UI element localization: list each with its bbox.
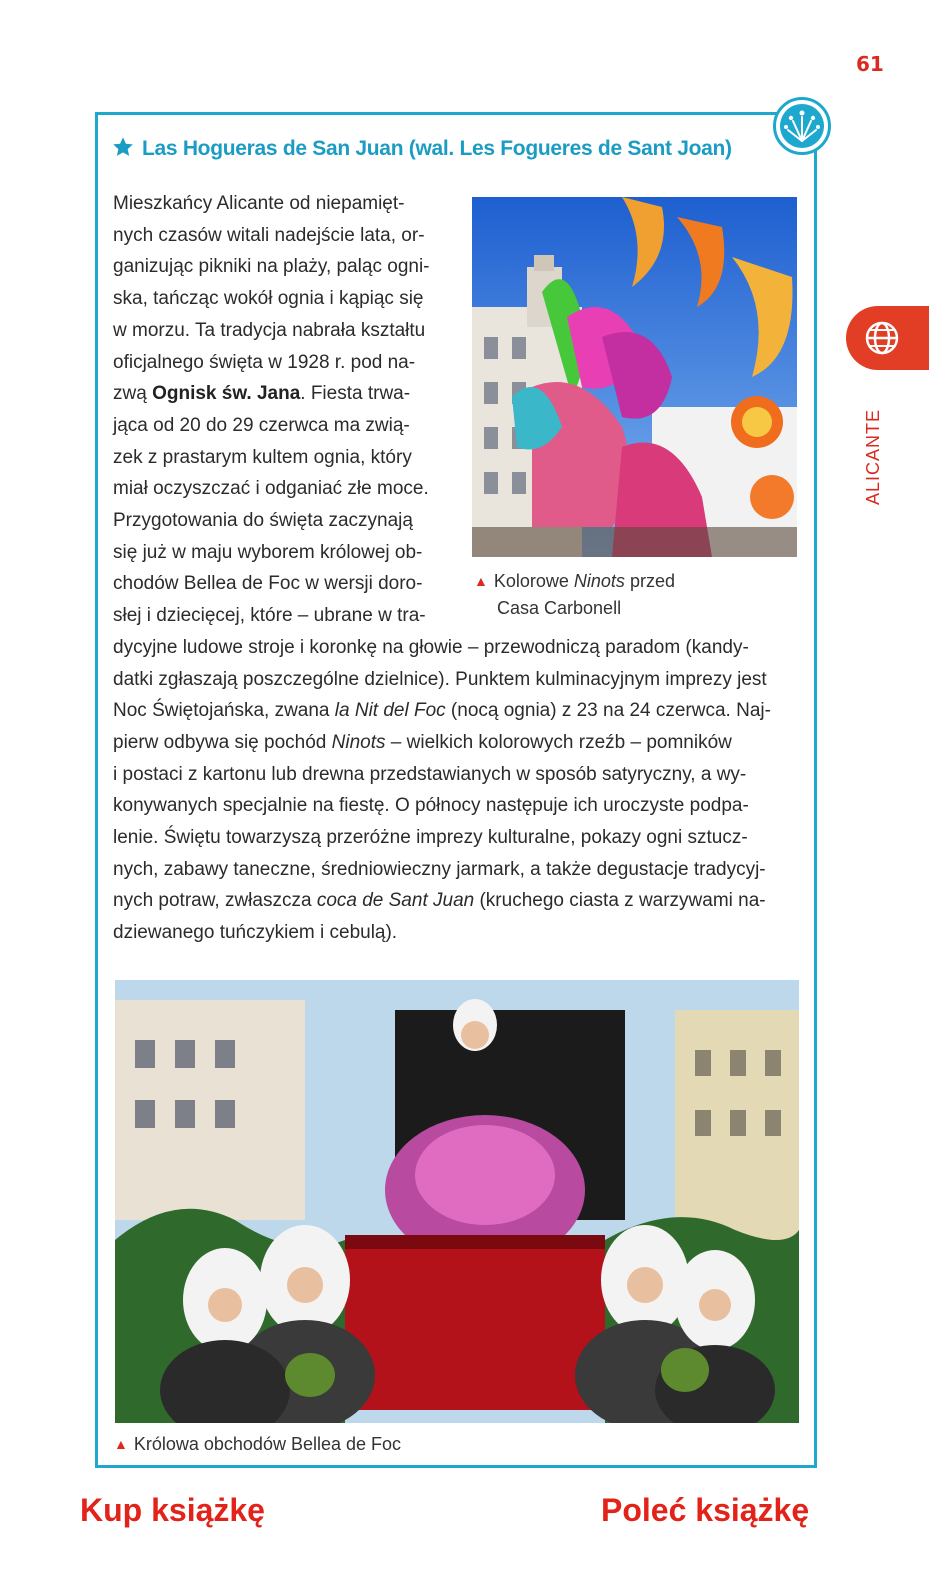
text-run: Noc Świętojańska, zwana [113,700,335,722]
body-line [113,885,803,917]
body-line [113,695,803,727]
body-line: dycyjne ludowe stroje i koronkę na głowie – przewodniczą paradom (kandy- [113,636,749,658]
body-line: zek z prastarym kultem ognia, który [113,446,412,468]
globe-icon [864,320,900,356]
recommend-book-link[interactable]: Poleć książkę [601,1492,810,1528]
page-number: 61 [856,52,884,76]
body-line: i postaci z kartonu lub drewna przedstawianych w sposób satyryczny, a wy- [113,763,747,785]
caption-text: Królowa obchodów Bellea de Foc [133,1434,402,1454]
text-run: pierw odbywa się pochód [113,731,332,753]
text-run: (nocą ognia) z 23 na 24 czerwca. Naj- [445,700,771,722]
body-line: słej i dziecięcej, które – ubrane w tra- [113,605,426,627]
body-line: nych, zabawy taneczne, średniowieczny jarmark, a także degustacje tradycyj- [113,858,766,880]
body-line: dziewanego tuńczykiem i cebulą). [113,922,398,944]
body-line: jąca od 20 do 29 czerwca ma zwią- [113,414,410,436]
body-line: ska, tańcząc wokół ognia i kąpiąc się [113,288,424,310]
section-tab [846,306,929,370]
section-label: ALICANTE [863,408,883,505]
italic-term: la Nit del Foc [334,700,446,722]
star-icon [112,136,134,158]
body-line: ganizując pikniki na plaży, paląc ogni- [113,256,430,278]
body-line: lenie. Świętu towarzyszą przeróżne imprezy kulturalne, pokazy ogni sztucz- [113,827,748,849]
bold-term: Ognisk św. Jana [152,383,301,405]
photo2-caption [114,1434,401,1455]
caption-text: przed [624,571,675,591]
text-run: zwą [113,383,153,405]
caption-text: Kolorowe [493,571,574,591]
italic-term: coca de Sant Juan [316,890,475,912]
buy-book-link[interactable]: Kup książkę [80,1492,265,1528]
queen-photo [115,980,799,1423]
body-line [113,727,803,759]
ninots-photo [472,197,797,557]
text-run: . Fiesta trwa- [300,383,411,405]
text-run: (kruchego ciasta z warzywami na- [474,890,766,912]
box-heading-text: Las Hogueras de San Juan (wal. Les Fogueres de Sant Joan) [142,137,732,160]
photo1-caption [474,568,794,622]
box-heading [112,136,772,161]
body-line: nych czasów witali nadejście lata, or- [113,224,425,246]
body-line: w morzu. Ta tradycja nabrała kształtu [113,319,426,341]
body-line: datki zgłaszają poszczególne dzielnice). Punktem kulminacyjnym imprezy jest [113,668,767,690]
triangle-icon: ▲ [474,573,488,589]
text-run: nych potraw, zwłaszcza [113,890,317,912]
caption-italic: Ninots [573,571,625,591]
body-line: się już w maju wyborem królowej ob- [113,541,423,563]
body-line: Przygotowania do święta zaczynają [113,510,413,532]
body-line: oficjalnego święta w 1928 r. pod na- [113,351,416,373]
caption-text: Casa Carbonell [497,598,622,618]
triangle-icon: ▲ [114,1436,128,1452]
body-line: konywanych specjalnie na fiestę. O północy następuje ich uroczyste podpa- [113,795,749,817]
body-line: Mieszkańcy Alicante od niepamięt- [113,193,405,214]
italic-term: Ninots [331,731,386,753]
fireworks-icon [773,97,831,155]
body-line: chodów Bellea de Foc w wersji doro- [113,573,423,595]
text-run: – wielkich kolorowych rzeźb – pomników [385,731,732,753]
body-line: miał oczyszczać i odganiać złe moce. [113,478,429,500]
